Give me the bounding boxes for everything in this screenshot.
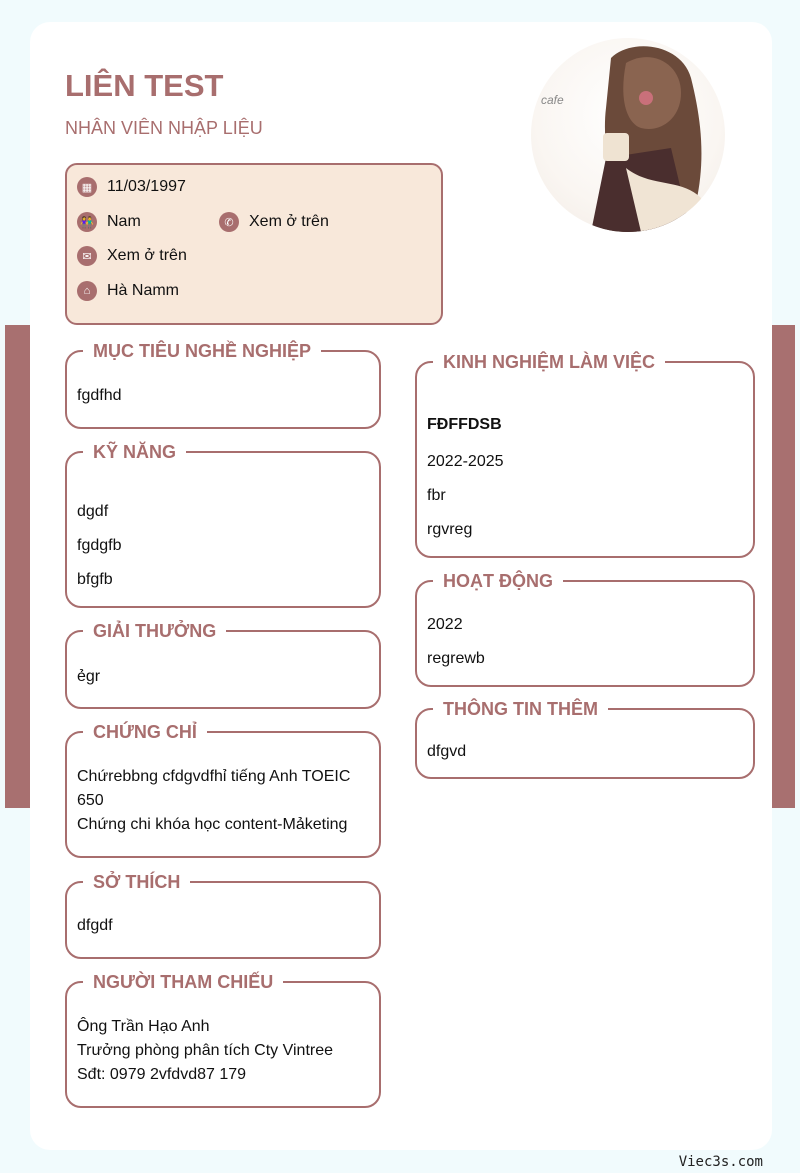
experience-item: fbr — [427, 487, 446, 504]
gender-icon: 👫 — [77, 212, 97, 232]
section-title: GIẢI THƯỞNG — [83, 619, 226, 643]
gender-value: Nam — [107, 213, 141, 230]
activity-item: regrewb — [427, 650, 485, 667]
personal-info-box — [65, 163, 443, 325]
section-title: THÔNG TIN THÊM — [433, 697, 608, 721]
section-title: SỞ THÍCH — [83, 870, 190, 894]
activity-item: 2022 — [427, 616, 463, 633]
extra-item: dfgvd — [427, 743, 467, 760]
phone-value: Xem ở trên — [249, 213, 329, 230]
experience-company: FĐFFDSB — [427, 416, 502, 433]
objective-text: fgdfhd — [77, 387, 122, 404]
reference-line: Ông Trần Hạo Anh — [77, 1018, 210, 1035]
phone-icon: ✆ — [219, 212, 239, 232]
section-experience — [415, 352, 755, 558]
candidate-position: NHÂN VIÊN NHẬP LIỆU — [65, 118, 263, 138]
experience-period: 2022-2025 — [427, 453, 504, 470]
section-hobbies — [65, 872, 381, 959]
hobby-item: dfgdf — [77, 917, 113, 934]
watermark: Viec3s.com — [678, 1154, 763, 1170]
reference-line: Sđt: 0979 2vfdvd87 179 — [77, 1066, 247, 1083]
certificate-item: Chứrebbng cfdgvdfhỉ tiếng Anh TOEIC 650 — [77, 768, 351, 809]
home-icon: ⌂ — [77, 281, 97, 301]
section-objective — [65, 341, 381, 429]
section-title: NGƯỜI THAM CHIẾU — [83, 970, 283, 994]
birthday-value: 11/03/1997 — [107, 178, 186, 195]
skill-item: dgdf — [77, 503, 109, 520]
skill-item: fgdgfb — [77, 537, 122, 554]
experience-item: rgvreg — [427, 521, 473, 538]
mail-icon: ✉ — [77, 246, 97, 266]
email-value: Xem ở trên — [107, 247, 187, 264]
section-title: KINH NGHIỆM LÀM VIỆC — [433, 350, 665, 374]
right-decor-band — [772, 325, 795, 808]
section-title: KỸ NĂNG — [83, 440, 186, 464]
reference-line: Trưởng phòng phân tích Cty Vintree — [77, 1042, 334, 1059]
address-value: Hà Namm — [107, 282, 180, 299]
birthday-row — [77, 177, 186, 197]
section-certificates — [65, 722, 381, 858]
svg-text:cafe: cafe — [541, 93, 564, 107]
section-title: HOẠT ĐỘNG — [433, 569, 563, 593]
email-row — [77, 246, 187, 266]
section-awards — [65, 621, 381, 709]
section-activities — [415, 571, 755, 687]
section-title: MỤC TIÊU NGHỀ NGHIỆP — [83, 339, 321, 363]
left-decor-band — [5, 325, 30, 808]
gender-row — [77, 212, 141, 232]
skill-item: bfgfb — [77, 571, 113, 588]
award-item: ẻgr — [77, 668, 101, 685]
candidate-name: LIÊN TEST — [65, 68, 224, 103]
section-references — [65, 972, 381, 1108]
calendar-icon: ▦ — [77, 177, 97, 197]
address-row — [77, 281, 179, 301]
avatar — [531, 38, 725, 232]
phone-row — [219, 212, 329, 232]
section-skills — [65, 442, 381, 608]
section-title: CHỨNG CHỈ — [83, 720, 207, 744]
section-extra-info — [415, 699, 755, 779]
certificate-item: Chứng chi khóa học content-Mảketing — [77, 816, 348, 833]
